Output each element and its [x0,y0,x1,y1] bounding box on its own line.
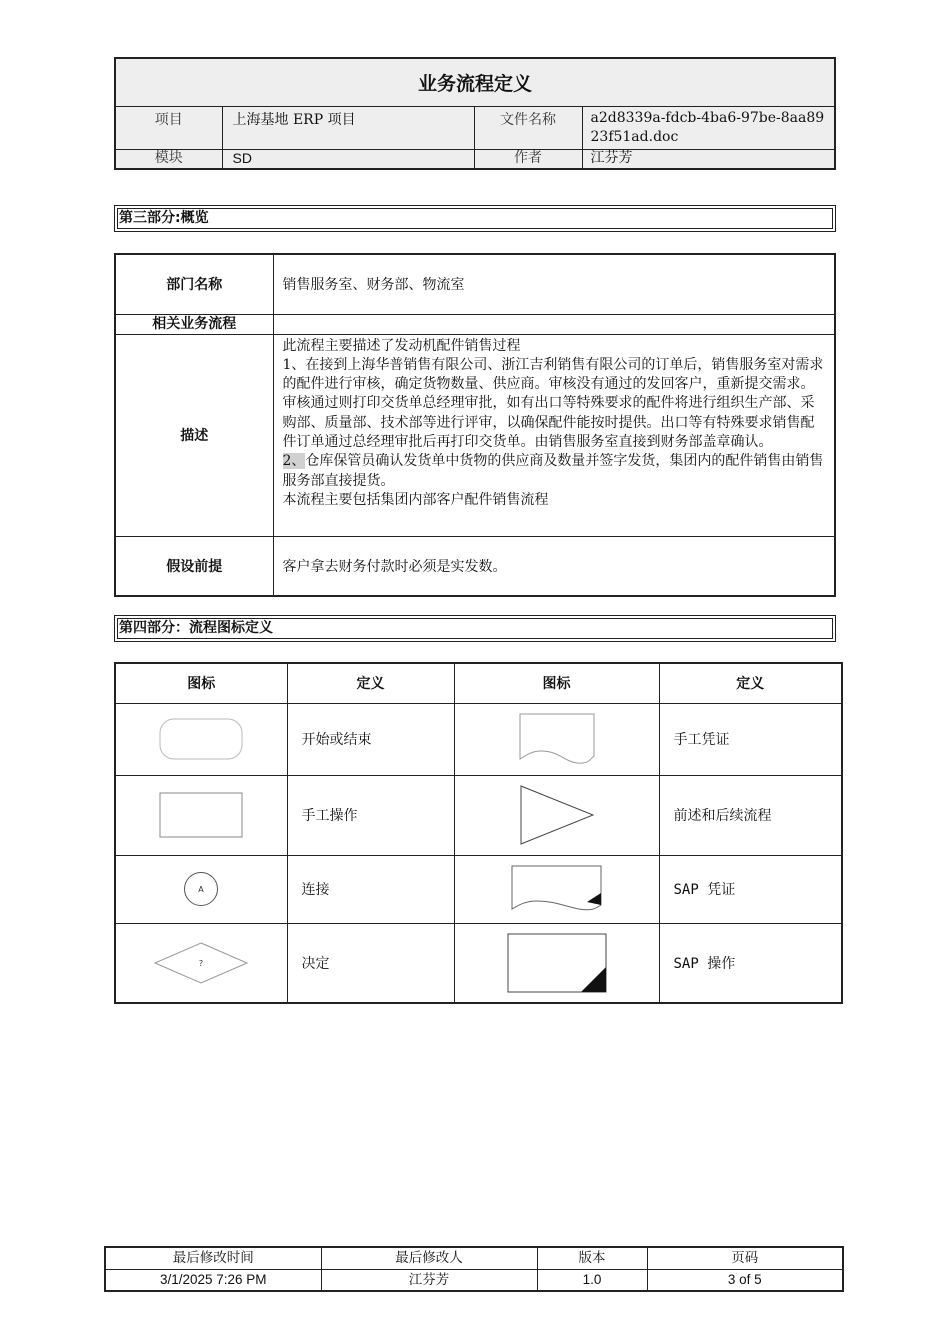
desc-para-1: 1、在接到上海华普销售有限公司、浙江吉利销售有限公司的订单后，销售服务室对需求的配件进行审核，确定货物数量、供应商。审核没有通过的发回客户，重新提交需求。审核通过则打印交货单总经理审批，如有出口等特殊要求的配件将进行组织生产部、采购部、质量部、技术部等进行评审，以确保配件能按时提供。出口等有特殊要求销售配件订单通过总经理审批后再打印交货单。由销售服务室直接到财务部盖章确认。 [282,356,824,450]
decision-letter: ? [199,958,204,968]
definition-text: 前述和后续流程 [659,775,842,855]
modified-time-value: 3/1/2025 7:26 PM [105,1269,321,1291]
page-label: 页码 [647,1247,843,1269]
definition-text: SAP 凭证 [659,855,842,923]
definition-text: 决定 [287,923,454,1003]
overview-table [114,253,836,597]
filename-label: 文件名称 [474,106,582,149]
document-title: 业务流程定义 [115,58,835,106]
related-process-label: 相关业务流程 [115,314,273,334]
desc-para-2-number: 2、 [282,453,306,470]
definition-text: 手工操作 [287,775,454,855]
author-value: 江芬芳 [582,149,835,169]
icon-definition-table [114,662,843,1004]
filename-value: a2d8339a-fdcb-4ba6-97be-8aa8923f51ad.doc [582,106,835,149]
manual-document-icon [454,703,659,775]
desc-line-1: 此流程主要描述了发动机配件销售过程 [282,337,521,354]
module-label: 模块 [115,149,222,169]
description-text [273,334,835,536]
section-3-title: 第三部分:概览 [117,208,833,229]
sap-document-icon [454,855,659,923]
desc-para-2-text: 仓库保管员确认发货单中货物的供应商及数量并签字发货，集团内的配件销售由销售服务部直接提货。 [282,453,824,489]
page-value: 3 of 5 [647,1269,843,1291]
col-def-header: 定义 [287,663,454,703]
document-header [114,57,836,170]
assumption-label: 假设前提 [115,536,273,596]
decision-icon [115,923,287,1003]
description-label: 描述 [115,334,273,536]
section-4-heading [114,615,836,642]
col-icon-header: 图标 [115,663,287,703]
section-4-title: 第四部分：流程图标定义 [117,618,833,639]
col-def-header: 定义 [659,663,842,703]
definition-text: 连接 [287,855,454,923]
col-icon-header: 图标 [454,663,659,703]
sap-operation-icon [454,923,659,1003]
table-row [115,923,842,1003]
related-process-value [273,314,835,334]
dept-value: 销售服务室、财务部、物流室 [273,254,835,314]
author-label: 作者 [474,149,582,169]
table-row [115,703,842,775]
assumption-value: 客户拿去财务付款时必须是实发数。 [273,536,835,596]
process-icon [115,775,287,855]
document-footer [104,1246,844,1292]
connector-letter: A [198,885,204,894]
module-value: SD [222,149,474,169]
dept-label: 部门名称 [115,254,273,314]
project-label: 项目 [115,106,222,149]
version-value: 1.0 [537,1269,647,1291]
table-row [115,775,842,855]
off-page-connector-icon [454,775,659,855]
modifier-value: 江芬芳 [321,1269,537,1291]
terminator-icon [115,703,287,775]
project-value: 上海基地 ERP 项目 [222,106,474,149]
connector-icon [115,855,287,923]
definition-text: SAP 操作 [659,923,842,1003]
section-3-heading [114,205,836,232]
desc-line-last: 本流程主要包括集团内部客户配件销售流程 [282,491,549,508]
table-row [115,855,842,923]
definition-text: 开始或结束 [287,703,454,775]
desc-para-2 [283,452,825,491]
modified-time-label: 最后修改时间 [105,1247,321,1269]
definition-text: 手工凭证 [659,703,842,775]
modifier-label: 最后修改人 [321,1247,537,1269]
version-label: 版本 [537,1247,647,1269]
